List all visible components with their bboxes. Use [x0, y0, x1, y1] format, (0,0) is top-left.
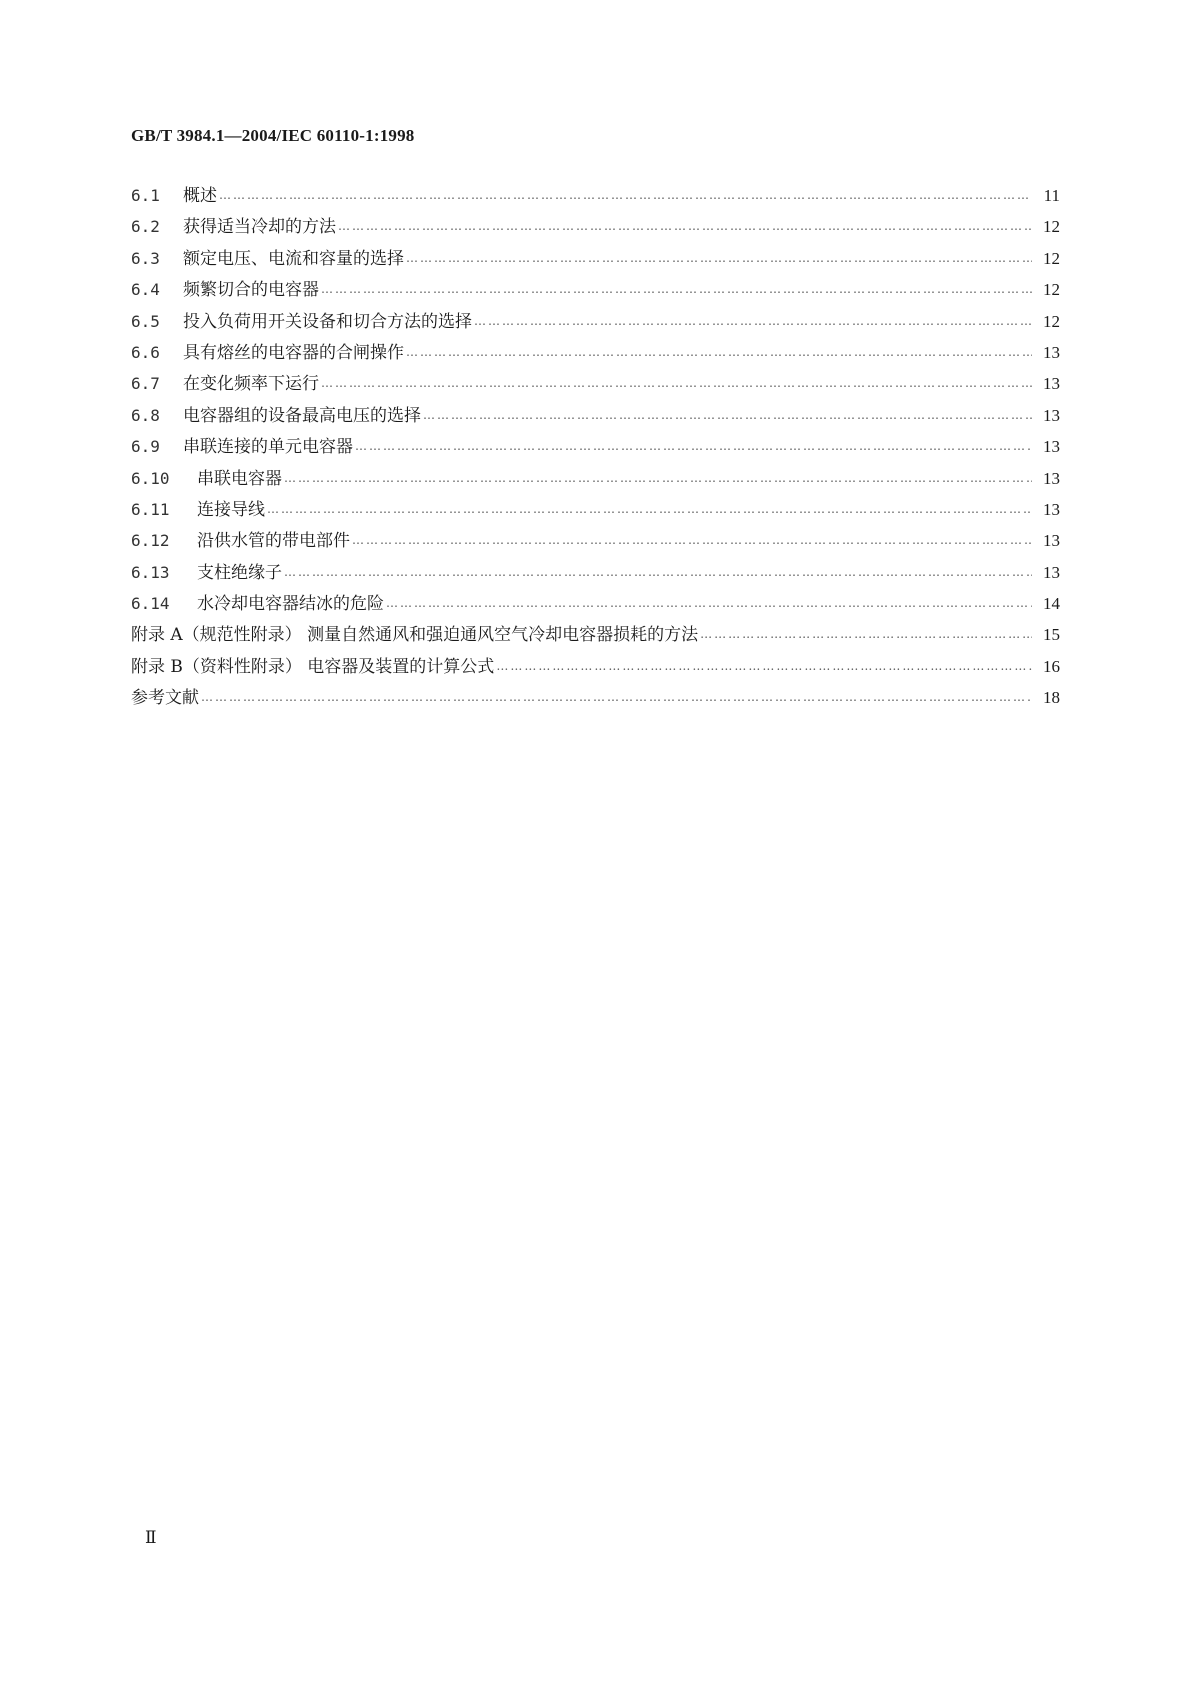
- dot-leader: [284, 565, 1032, 579]
- toc-entry-title: 水冷却电容器结冰的危险: [197, 594, 384, 615]
- toc-entry-page: 12: [1043, 311, 1060, 331]
- toc-entry-page: 13: [1043, 374, 1060, 394]
- toc-entry-title: 在变化频率下运行: [183, 374, 319, 395]
- toc-entry-number: 6.5: [131, 311, 160, 331]
- toc-entry-page: 13: [1043, 405, 1060, 425]
- toc-entry-title: 附录 B（资料性附录） 电容器及装置的计算公式: [131, 656, 495, 677]
- toc-entry-number: 6.3: [131, 248, 160, 268]
- dot-leader: [700, 627, 1032, 641]
- toc-entry-number: 6.12: [131, 531, 170, 551]
- toc-entry-number: 6.6: [131, 342, 160, 362]
- dot-leader: [321, 376, 1032, 390]
- table-of-contents: [131, 181, 1060, 715]
- toc-entry-title: 串联电容器: [197, 468, 282, 489]
- toc-entry-number: 6.7: [131, 374, 160, 394]
- dot-leader: [201, 690, 1032, 704]
- dot-leader: [321, 282, 1032, 296]
- toc-entry-page: 12: [1043, 217, 1060, 237]
- toc-entry-title: 支柱绝缘子: [197, 562, 282, 583]
- toc-entry-page: 13: [1043, 562, 1060, 582]
- toc-entry-number: 6.10: [131, 468, 170, 488]
- toc-entry-6-7[interactable]: [131, 369, 1060, 400]
- toc-entry-number: 6.9: [131, 437, 160, 457]
- toc-entry-6-1[interactable]: [131, 181, 1060, 212]
- toc-entry-number: 6.14: [131, 594, 170, 614]
- dot-leader: [284, 471, 1032, 485]
- toc-entry-6-5[interactable]: [131, 307, 1060, 338]
- toc-entry-number: 6.13: [131, 562, 170, 582]
- toc-entry-number: 6.1: [131, 186, 160, 205]
- toc-entry-number: 6.4: [131, 280, 160, 300]
- dot-leader: [474, 314, 1032, 328]
- page-number: Ⅱ: [145, 1528, 157, 1547]
- dot-leader: [406, 345, 1032, 359]
- toc-entry-6-3[interactable]: [131, 244, 1060, 275]
- dot-leader: [406, 251, 1032, 265]
- dot-leader: [423, 408, 1032, 422]
- toc-entry-6-13[interactable]: [131, 558, 1060, 589]
- toc-entry-page: 13: [1043, 468, 1060, 488]
- toc-entry-page: 12: [1043, 280, 1060, 300]
- toc-entry-title: 具有熔丝的电容器的合闸操作: [183, 342, 404, 363]
- toc-entry-page: 11: [1043, 186, 1060, 205]
- toc-entry-title: 额定电压、电流和容量的选择: [183, 248, 404, 269]
- dot-leader: [355, 439, 1032, 453]
- toc-entry-title: 沿供水管的带电部件: [197, 531, 350, 552]
- toc-entry-number: 6.11: [131, 499, 170, 519]
- toc-entry-title: 连接导线: [197, 499, 265, 520]
- toc-entry-page: 15: [1043, 625, 1060, 645]
- toc-entry-page: 16: [1043, 656, 1060, 676]
- toc-entry-6-14[interactable]: [131, 589, 1060, 620]
- toc-entry-title: 频繁切合的电容器: [183, 280, 319, 301]
- toc-entry-6-8[interactable]: [131, 401, 1060, 432]
- toc-entry-page: 13: [1043, 342, 1060, 362]
- toc-entry-6-12[interactable]: [131, 526, 1060, 557]
- toc-entry-page: 13: [1043, 437, 1060, 457]
- toc-entry-page: 12: [1043, 248, 1060, 268]
- dot-leader: [267, 502, 1032, 516]
- toc-entry-6-2[interactable]: [131, 212, 1060, 243]
- toc-entry-6-4[interactable]: [131, 275, 1060, 306]
- toc-entry-6-10[interactable]: [131, 464, 1060, 495]
- toc-entry-page: 13: [1043, 531, 1060, 551]
- toc-entry-number: 6.2: [131, 217, 160, 237]
- toc-entry-appendix-a[interactable]: [131, 620, 1060, 651]
- toc-entry-title: 获得适当冷却的方法: [183, 217, 336, 238]
- dot-leader: [219, 188, 1032, 202]
- toc-entry-page: 18: [1043, 688, 1060, 708]
- toc-entry-title: 电容器组的设备最高电压的选择: [183, 405, 421, 426]
- toc-entry-references[interactable]: [131, 683, 1060, 714]
- toc-entry-title: 概述: [183, 186, 217, 206]
- toc-entry-appendix-b[interactable]: [131, 652, 1060, 683]
- toc-entry-6-9[interactable]: [131, 432, 1060, 463]
- toc-entry-6-11[interactable]: [131, 495, 1060, 526]
- dot-leader: [338, 219, 1032, 233]
- dot-leader: [496, 659, 1032, 673]
- toc-entry-title: 附录 A（规范性附录） 测量自然通风和强迫通风空气冷却电容器损耗的方法: [131, 625, 699, 646]
- standard-header: GB/T 3984.1—2004/IEC 60110-1:1998: [131, 126, 415, 145]
- toc-entry-page: 13: [1043, 499, 1060, 519]
- dot-leader: [386, 596, 1032, 610]
- toc-entry-6-6[interactable]: [131, 338, 1060, 369]
- dot-leader: [352, 533, 1032, 547]
- toc-entry-title: 投入负荷用开关设备和切合方法的选择: [183, 311, 472, 332]
- toc-entry-number: 6.8: [131, 405, 160, 425]
- toc-entry-page: 14: [1043, 594, 1060, 614]
- toc-entry-title: 串联连接的单元电容器: [183, 437, 353, 458]
- toc-entry-title: 参考文献: [131, 688, 199, 709]
